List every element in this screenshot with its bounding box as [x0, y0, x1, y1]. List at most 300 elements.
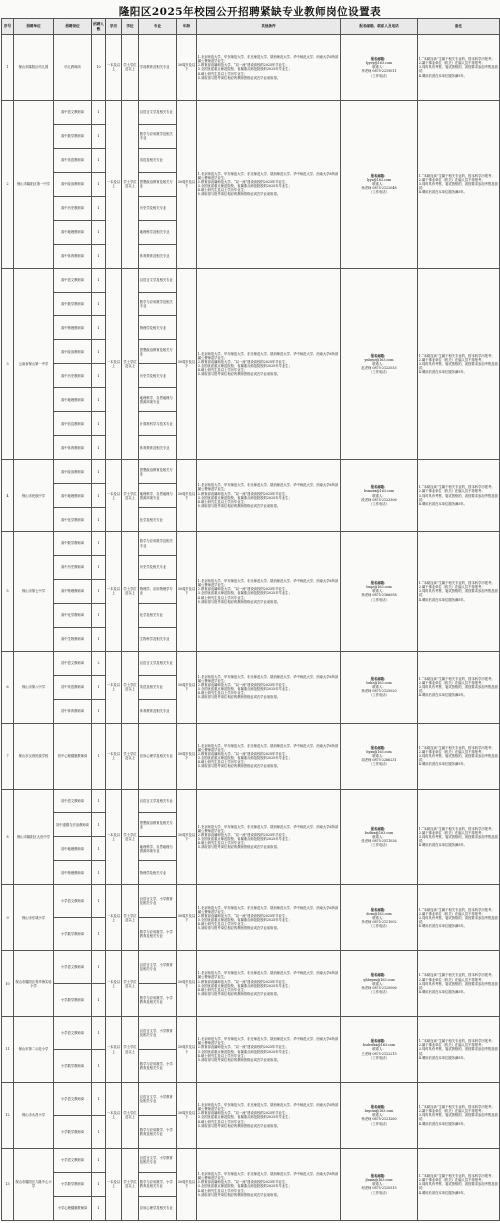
post-count: 1	[92, 484, 106, 508]
major-requirement: 数学与应用数学及相关专业	[139, 124, 177, 148]
row-number: 3	[2, 268, 14, 460]
degree-requirement: 学士学位及以上	[122, 885, 139, 951]
post-count: 10	[92, 35, 106, 101]
post-name: 小学语文教师岗	[54, 885, 92, 918]
contact-label: 联系人：	[372, 834, 386, 839]
post-count: 1	[92, 885, 106, 918]
signup-email[interactable]: lyyey@163.com	[365, 61, 393, 66]
age-requirement: 30周岁及以下	[177, 532, 197, 652]
education-requirement: 一本及以上	[106, 1082, 122, 1148]
major-requirement: 数学与应用数学、小学教育及相关专业	[139, 984, 177, 1017]
table-row	[2, 532, 500, 556]
major-requirement: 化学及相关专业	[139, 508, 177, 532]
signup-email[interactable]: bsbz@163.com	[366, 681, 392, 686]
table-row	[2, 723, 500, 789]
post-count: 1	[92, 316, 106, 340]
contact-info	[341, 1082, 418, 1148]
row-number: 5	[2, 532, 14, 652]
post-name: 高中信息教师岗	[54, 412, 92, 436]
signup-email[interactable]: bsycxx@163.com	[364, 1109, 394, 1114]
signup-email[interactable]: bsqz@163.com	[366, 585, 392, 590]
contact-person-phone: 杨老师 0875-2122048	[361, 186, 397, 191]
post-name: 小学数学教师岗	[54, 918, 92, 951]
column-header: 备注	[418, 19, 500, 35]
post-count: 1	[92, 627, 106, 651]
contact-info	[341, 723, 418, 789]
education-requirement: 一本及以上	[106, 723, 122, 789]
contact-person-phone: 段老师 0875-2123306	[361, 497, 397, 502]
column-header: 招聘单位	[14, 19, 54, 35]
mail-label: 报名邮箱：	[370, 907, 388, 912]
signup-email[interactable]: qhhsyxx@163.com	[363, 977, 395, 982]
other-conditions: 1.北京师范大学、华东师范大学、东北师范大学、陕西师范大学、华中师范大学、西南大学6所部属公费师范毕业生； 2.教育部直属师范大学、“双一流”建设高校的2025年毕业生； 3.全国优质重点师范院校、省属重点师范院校的2025年毕业生； 4.硕士研究生及以上学历毕业生； 5.须取得与报考岗位相应的教师资格证或在毕业前取得。	[197, 268, 341, 460]
column-header: 其他条件	[197, 19, 341, 35]
degree-requirement: 学士学位及以上	[122, 1082, 139, 1148]
post-count: 1	[92, 244, 106, 268]
recruiting-unit: 保山市隆阳区第一中学	[14, 100, 54, 268]
contact-label: 联系人：	[372, 1047, 386, 1052]
contact-label: 联系人：	[372, 1113, 386, 1118]
remarks: 1.“本硕连读”生属于相关专业的，按本科学历报考； 2.属于事业单位（机关）在编人员不得报考； 3.同时具有考察、笔试资格的，须按要求参加考察及面试； 4.聘用后须在本单位服务满5年。	[418, 651, 500, 723]
post-count: 1	[92, 388, 106, 412]
row-number: 11	[2, 1017, 14, 1083]
post-count: 1	[92, 813, 106, 837]
post-count: 1	[92, 951, 106, 984]
work-phone-note: （工作电话）	[369, 989, 389, 994]
major-requirement: 数学与应用数学、小学教育及相关专业	[139, 1050, 177, 1083]
signup-email[interactable]: bsdesfxx@163.com	[362, 1043, 396, 1048]
table-header-row	[2, 19, 500, 35]
post-name: 小学数学教师岗	[54, 984, 92, 1017]
post-name: 初中体育教师岗	[54, 699, 92, 723]
other-conditions: 1.北京师范大学、华东师范大学、东北师范大学、陕西师范大学、华中师范大学、西南大学6所部属公费师范毕业生； 2.教育部直属师范大学、“双一流”建设高校的2025年毕业生； 3.全国优质重点师范院校、省属重点师范院校的2025年毕业生； 4.硕士研究生及以上学历毕业生； 5.须取得与报考岗位相应的教师资格证或在毕业前取得。	[197, 100, 341, 268]
degree-requirement: 学士学位及以上	[122, 1017, 139, 1083]
post-name: 高中数学教师岗	[54, 292, 92, 316]
post-count: 1	[92, 532, 106, 556]
major-requirement: 思想政治教育及相关专业	[139, 172, 177, 196]
remarks: 1.“本硕连读”生属于相关专业的，按本科学历报考； 2.属于事业单位（机关）在编人员不得报考； 3.同时具有考察、笔试资格的，须按要求参加考察及面试； 4.聘用后须在本单位服务满5年。	[418, 1148, 500, 1220]
post-name: 高中数学教师岗	[54, 124, 92, 148]
post-count: 1	[92, 1172, 106, 1196]
row-number: 9	[2, 885, 14, 951]
major-requirement: 思想政治教育及相关专业	[139, 340, 177, 364]
contact-label: 联系人：	[372, 493, 386, 498]
education-requirement: 一本及以上	[106, 951, 122, 1017]
contact-person-phone: 李老师 0875-2121002	[361, 919, 397, 924]
major-requirement: 英语及相关专业	[139, 675, 177, 699]
post-count: 1	[92, 603, 106, 627]
recruiting-unit: 保山市第八中学	[14, 651, 54, 723]
row-number: 10	[2, 951, 14, 1017]
age-requirement: 30周岁及以下	[177, 100, 197, 268]
major-requirement: 思想政治教育及相关专业	[139, 813, 177, 837]
other-conditions: 1.北京师范大学、华东师范大学、东北师范大学、陕西师范大学、华中师范大学、西南大学6所部属公费师范毕业生； 2.教育部直属师范大学、“双一流”建设高校的2025年毕业生； 3.全国优质重点师范院校、省属重点师范院校的2025年毕业生； 4.硕士研究生及以上学历毕业生； 5.须取得与报考岗位相应的教师资格证或在毕业前取得。	[197, 460, 341, 532]
contact-label: 联系人：	[372, 1182, 386, 1187]
table-row	[2, 35, 500, 101]
post-name: 高中地理教师岗	[54, 220, 92, 244]
education-requirement: 一本及以上	[106, 1017, 122, 1083]
mail-label: 报名邮箱：	[370, 485, 388, 490]
age-requirement: 30周岁及以下	[177, 651, 197, 723]
post-count: 1	[92, 220, 106, 244]
post-count: 1	[92, 364, 106, 388]
post-name: 高中物理教师岗	[54, 316, 92, 340]
contact-info	[341, 951, 418, 1017]
major-requirement: 物理学及相关专业	[139, 861, 177, 885]
work-phone-note: （工作电话）	[369, 1121, 389, 1126]
recruiting-unit: 保山市隆阳区大田中学	[14, 789, 54, 885]
education-requirement: 一本及以上	[106, 35, 122, 101]
contact-person-phone: 王老师 0875-2122215	[361, 1051, 397, 1056]
education-requirement: 一本及以上	[106, 789, 122, 885]
post-name: 小学语文教师岗	[54, 951, 92, 984]
age-requirement: 30周岁及以下	[177, 268, 197, 460]
major-requirement: 地理科学、自然地理与资源环境专业	[139, 388, 177, 412]
post-count: 1	[92, 1017, 106, 1050]
contact-label: 联系人：	[372, 361, 386, 366]
recruiting-unit: 保山市隆阳区青华海实验小学	[14, 951, 54, 1017]
post-count: 1	[92, 984, 106, 1017]
other-conditions: 1.北京师范大学、华东师范大学、东北师范大学、陕西师范大学、华中师范大学、西南大学6所部属公费师范毕业生； 2.教育部直属师范大学、“双一流”建设高校的2025年毕业生； 3.全国优质重点师范院校、省属重点师范院校的2025年毕业生； 4.硕士研究生及以上学历毕业生； 5.须取得与报考岗位相应的教师资格证或在毕业前取得。	[197, 951, 341, 1017]
post-name: 初中语文教师岗	[54, 789, 92, 813]
mail-label: 报名邮箱：	[370, 1105, 388, 1110]
major-requirement: 汉语言文学及相关专业	[139, 268, 177, 292]
remarks: 1.“本硕连读”生属于相关专业的，按本科学历报考； 2.属于事业单位（机关）在编人员不得报考； 3.同时具有考察、笔试资格的，须按要求参加考察及面试； 4.聘用后须在本单位服务满5年。	[418, 1017, 500, 1083]
contact-label: 联系人：	[372, 65, 386, 70]
post-name: 高中历史教师岗	[54, 555, 92, 579]
post-count: 1	[92, 196, 106, 220]
post-name: 高中历史教师岗	[54, 364, 92, 388]
work-phone-note: （工作电话）	[369, 501, 389, 506]
age-requirement: 30周岁及以下	[177, 460, 197, 532]
post-count: 1	[92, 1082, 106, 1115]
contact-person-phone: 何老师 0875-2120515	[361, 1186, 397, 1191]
signup-email[interactable]: ynbsyz@163.com	[364, 357, 394, 362]
major-requirement: 体育教育及相关专业	[139, 244, 177, 268]
age-requirement: 30周岁及以下	[177, 951, 197, 1017]
post-count: 1	[92, 1196, 106, 1220]
contact-label: 联系人：	[372, 915, 386, 920]
major-requirement: 地理科学、自然地理与资源环境专业	[139, 837, 177, 861]
remarks: 1.“本硕连读”生属于相关专业的，按本科学历报考； 2.属于事业单位（机关）在编人员不得报考； 3.同时具有考察、笔试资格的，须按要求参加考察及面试； 4.聘用后须在本单位服务满5年。	[418, 789, 500, 885]
education-requirement: 一本及以上	[106, 532, 122, 652]
age-requirement: 30周岁及以下	[177, 723, 197, 789]
major-requirement: 数学与应用数学、小学教育及相关专业	[139, 1172, 177, 1196]
contact-person-phone: 张老师 0875-2511026	[361, 838, 397, 843]
age-requirement: 30周岁及以下	[177, 35, 197, 101]
age-requirement: 30周岁及以下	[177, 1148, 197, 1220]
remarks: 1.“本硕连读”生属于相关专业的，按本科学历报考； 2.属于事业单位（机关）在编人员不得报考； 3.同时具有考察、笔试资格的，须按要求参加考察及面试； 4.聘用后须在本单位服务满5年。	[418, 268, 500, 460]
row-number: 1	[2, 35, 14, 101]
contact-info	[341, 268, 418, 460]
degree-requirement: 学士学位及以上	[122, 35, 139, 101]
mail-label: 报名邮箱：	[370, 676, 388, 681]
mail-label: 报名邮箱：	[370, 1174, 388, 1179]
table-row	[2, 268, 500, 292]
degree-requirement: 学士学位及以上	[122, 789, 139, 885]
major-requirement: 汉语言文学及相关专业	[139, 651, 177, 675]
column-header: 招聘岗位	[54, 19, 92, 35]
remarks: 1.“本硕连读”生属于相关专业的，按本科学历报考； 2.属于事业单位（机关）在编人员不得报考； 3.同时具有考察、笔试资格的，须按要求参加考察及面试； 4.聘用后须在本单位服务满5年。	[418, 951, 500, 1017]
post-name: 高中化学教师岗	[54, 508, 92, 532]
other-conditions: 1.北京师范大学、华东师范大学、东北师范大学、陕西师范大学、华中师范大学、西南大学6所部属公费师范毕业生； 2.教育部直属师范大学、“双一流”建设高校的2025年毕业生； 3.全国优质重点师范院校、省属重点师范院校的2025年毕业生； 4.硕士研究生及以上学历毕业生； 5.须取得与报考岗位相应的教师资格证或在毕业前取得。	[197, 35, 341, 101]
mail-label: 报名邮箱：	[370, 353, 388, 358]
major-requirement: 物理学、应用物理学专业	[139, 579, 177, 603]
post-name: 初中心理健康教师岗	[54, 723, 92, 789]
work-phone-note: （工作电话）	[369, 1190, 389, 1195]
mail-label: 报名邮箱：	[370, 826, 388, 831]
post-count: 1	[92, 412, 106, 436]
contact-label: 联系人：	[372, 685, 386, 690]
major-requirement: 汉语言文学、小学教育及相关专业	[139, 1082, 177, 1115]
remarks: 1.“本硕连读”生属于相关专业的，按本科学历报考； 2.属于事业单位（机关）在编人员不得报考； 3.同时具有考察、笔试资格的，须按要求参加考察及面试； 4.聘用后须在本单位服务满5年。	[418, 35, 500, 101]
contact-person-phone: 赵老师 0875-2122033	[361, 365, 397, 370]
major-requirement: 应用心理学及相关专业	[139, 723, 177, 789]
other-conditions: 1.北京师范大学、华东师范大学、东北师范大学、陕西师范大学、华中师范大学、西南大学6所部属公费师范毕业生； 2.教育部直属师范大学、“双一流”建设高校的2025年毕业生； 3.全国优质重点师范院校、省属重点师范院校的2025年毕业生； 4.硕士研究生及以上学历毕业生； 5.须取得与报考岗位相应的教师资格证或在毕业前取得。	[197, 723, 341, 789]
contact-label: 联系人：	[372, 981, 386, 986]
post-count: 1	[92, 148, 106, 172]
major-requirement: 汉语言文学、小学教育及相关专业	[139, 951, 177, 984]
major-requirement: 物理学及相关专业	[139, 316, 177, 340]
contact-info	[341, 532, 418, 652]
degree-requirement: 学士学位及以上	[122, 100, 139, 268]
post-count: 1	[92, 918, 106, 951]
signup-email[interactable]: jlzxxx@163.com	[365, 1178, 393, 1183]
recruiting-unit: 保山市民族中学	[14, 460, 54, 532]
table-row	[2, 951, 500, 984]
contact-info	[341, 1148, 418, 1220]
recruitment-table	[1, 18, 500, 1221]
post-name: 小学心理健康教师岗	[54, 1196, 92, 1220]
contact-info	[341, 100, 418, 268]
remarks: 1.“本硕连读”生属于相关专业的，按本科学历报考； 2.属于事业单位（机关）在编人员不得报考； 3.同时具有考察、笔试资格的，须按要求参加考察及面试； 4.聘用后须在本单位服务满5年。	[418, 1082, 500, 1148]
contact-person-phone: 杨老师 0875-2125006	[361, 985, 397, 990]
recruiting-unit: 保山市东城小学	[14, 885, 54, 951]
post-count: 1	[92, 579, 106, 603]
mail-label: 报名邮箱：	[370, 581, 388, 586]
remarks: 1.“本硕连读”生属于相关专业的，按本科学历报考； 2.属于事业单位（机关）在编人员不得报考； 3.同时具有考察、笔试资格的，须按要求参加考察及面试； 4.聘用后须在本单位服务满5年。	[418, 532, 500, 652]
major-requirement: 体育教育及相关专业	[139, 699, 177, 723]
signup-email[interactable]: bsmzzx@163.com	[364, 489, 394, 494]
remarks: 1.“本硕连读”生属于相关专业的，按本科学历报考； 2.属于事业单位（机关）在编人员不得报考； 3.同时具有考察、笔试资格的，须按要求参加考察及面试； 4.聘用后须在本单位服务满5年。	[418, 723, 500, 789]
post-name: 高中地理教师岗	[54, 388, 92, 412]
recruiting-unit: 云南省保山第一中学	[14, 268, 54, 460]
table-row	[2, 100, 500, 124]
contact-info	[341, 460, 418, 532]
post-count: 1	[92, 292, 106, 316]
post-name: 小学语文教师岗	[54, 1017, 92, 1050]
table-row	[2, 1082, 500, 1115]
post-count: 1	[92, 100, 106, 124]
column-header: 年龄	[177, 19, 197, 35]
row-number: 6	[2, 651, 14, 723]
contact-info	[341, 35, 418, 101]
post-count: 1	[92, 436, 106, 460]
mail-label: 报名邮箱：	[370, 745, 388, 750]
post-count: 1	[92, 1148, 106, 1172]
age-requirement: 30周岁及以下	[177, 1082, 197, 1148]
major-requirement: 数学与应用数学及相关专业	[139, 532, 177, 556]
remarks: 1.“本硕连读”生属于相关专业的，按本科学历报考； 2.属于事业单位（机关）在编人员不得报考； 3.同时具有考察、笔试资格的，须按要求参加考察及面试； 4.聘用后须在本单位服务满5年。	[418, 885, 500, 951]
degree-requirement: 学士学位及以上	[122, 268, 139, 460]
row-number: 13	[2, 1148, 14, 1220]
contact-person-phone: 杨老师 0875-2125020	[361, 689, 397, 694]
major-requirement: 汉语言文学、小学教育及相关专业	[139, 885, 177, 918]
post-count: 1	[92, 861, 106, 885]
post-name: 小学数学教师岗	[54, 1115, 92, 1148]
work-phone-note: （工作电话）	[369, 923, 389, 928]
major-requirement: 英语及相关专业	[139, 148, 177, 172]
post-count: 1	[92, 675, 106, 699]
post-name: 高中数学教师岗	[54, 532, 92, 556]
signup-email[interactable]: bsdtzx@163.com	[364, 830, 394, 835]
degree-requirement: 学士学位及以上	[122, 651, 139, 723]
work-phone-note: （工作电话）	[369, 190, 389, 195]
contact-info	[341, 885, 418, 951]
major-requirement: 地理科学及相关专业	[139, 220, 177, 244]
column-header: 学历	[106, 19, 122, 35]
table-row	[2, 789, 500, 813]
major-requirement: 历史学及相关专业	[139, 196, 177, 220]
table-row	[2, 460, 500, 484]
recruiting-unit: 保山市永昌小学	[14, 1082, 54, 1148]
contact-info	[341, 1017, 418, 1083]
major-requirement: 化学及相关专业	[139, 603, 177, 627]
other-conditions: 1.北京师范大学、华东师范大学、东北师范大学、陕西师范大学、华中师范大学、西南大学6所部属公费师范毕业生； 2.教育部直属师范大学、“双一流”建设高校的2025年毕业生； 3.全国优质重点师范院校、省属重点师范院校的2025年毕业生； 4.硕士研究生及以上学历毕业生； 5.须取得与报考岗位相应的教师资格证或在毕业前取得。	[197, 885, 341, 951]
post-name: 高中政治教师岗	[54, 460, 92, 484]
post-count: 1	[92, 555, 106, 579]
post-count: 1	[92, 124, 106, 148]
post-name: 高中历史教师岗	[54, 196, 92, 220]
table-row	[2, 885, 500, 918]
post-count: 1	[92, 789, 106, 813]
column-header: 招聘人数	[92, 19, 106, 35]
table-row	[2, 1017, 500, 1050]
major-requirement: 学前教育及相关专业	[139, 35, 177, 101]
degree-requirement: 学士学位及以上	[122, 723, 139, 789]
work-phone-note: （工作电话）	[369, 843, 389, 848]
major-requirement: 思想政治教育及相关专业	[139, 460, 177, 484]
contact-person-phone: 杨老师 0875-2121260	[361, 1117, 397, 1122]
column-header: 报名邮箱、联系人及电话	[341, 19, 418, 35]
post-count: 1	[92, 268, 106, 292]
signup-email[interactable]: dcxx@163.com	[366, 911, 392, 916]
major-requirement: 汉语言文学及相关专业	[139, 100, 177, 124]
post-name: 初中地理教师岗	[54, 837, 92, 861]
major-requirement: 数学与应用数学及相关专业	[139, 292, 177, 316]
post-name: 高中体育教师岗	[54, 244, 92, 268]
post-name: 高中语文教师岗	[54, 100, 92, 124]
post-name: 小学数学教师岗	[54, 1050, 92, 1083]
degree-requirement: 学士学位及以上	[122, 460, 139, 532]
post-count: 1	[92, 172, 106, 196]
major-requirement: 历史学及相关专业	[139, 364, 177, 388]
row-number: 7	[2, 723, 14, 789]
education-requirement: 一本及以上	[106, 651, 122, 723]
degree-requirement: 学士学位及以上	[122, 951, 139, 1017]
work-phone-note: （工作电话）	[369, 597, 389, 602]
recruiting-unit: 保山市隆阳区九隆中心小学	[14, 1148, 54, 1220]
major-requirement: 体育教育及相关专业	[139, 436, 177, 460]
other-conditions: 1.北京师范大学、华东师范大学、东北师范大学、陕西师范大学、华中师范大学、西南大学6所部属公费师范毕业生； 2.教育部直属师范大学、“双一流”建设高校的2025年毕业生； 3.全国优质重点师范院校、省属重点师范院校的2025年毕业生； 4.硕士研究生及以上学历毕业生； 5.须取得与报考岗位相应的教师资格证或在毕业前取得。	[197, 789, 341, 885]
work-phone-note: （工作电话）	[369, 73, 389, 78]
major-requirement: 历史学及相关专业	[139, 555, 177, 579]
table-body	[2, 35, 500, 1221]
remarks: 1.“本硕连读”生属于相关专业的，按本科学历报考； 2.属于事业单位（机关）在编人员不得报考； 3.同时具有考察、笔试资格的，须按要求参加考察及面试； 4.聘用后须在本单位服务满5年。	[418, 460, 500, 532]
education-requirement: 一本及以上	[106, 268, 122, 460]
recruiting-unit: 保山市汉营民族学校	[14, 723, 54, 789]
education-requirement: 一本及以上	[106, 885, 122, 951]
mail-label: 报名邮箱：	[370, 57, 388, 62]
post-count: 1	[92, 837, 106, 861]
table-row	[2, 1148, 500, 1172]
major-requirement: 数学与应用数学、小学教育及相关专业	[139, 918, 177, 951]
post-name: 高中政治教师岗	[54, 172, 92, 196]
post-name: 初中物理教师岗	[54, 861, 92, 885]
post-name: 高中体育教师岗	[54, 436, 92, 460]
remarks: 1.“本硕连读”生属于相关专业的，按本科学历报考； 2.属于事业单位（机关）在编人员不得报考； 3.同时具有考察、笔试资格的，须按要求参加考察及面试； 4.聘用后须在本单位服务满5年。	[418, 100, 500, 268]
recruiting-unit: 保山市第七中学	[14, 532, 54, 652]
post-name: 初中语文教师岗	[54, 651, 92, 675]
major-requirement: 地理科学、自然地理与资源环境专业	[139, 484, 177, 508]
contact-person-phone: 周老师 0875-2266231	[361, 758, 397, 763]
work-phone-note: （工作电话）	[369, 1055, 389, 1060]
signup-email[interactable]: lyyz@163.com	[366, 178, 392, 183]
other-conditions: 1.北京师范大学、华东师范大学、东北师范大学、陕西师范大学、华中师范大学、西南大学6所部属公费师范毕业生； 2.教育部直属师范大学、“双一流”建设高校的2025年毕业生； 3.全国优质重点师范院校、省属重点师范院校的2025年毕业生； 4.硕士研究生及以上学历毕业生； 5.须取得与报考岗位相应的教师资格证或在毕业前取得。	[197, 1148, 341, 1220]
contact-label: 联系人：	[372, 589, 386, 594]
post-name: 高中语文教师岗	[54, 268, 92, 292]
post-name: 初中道德与法治教师岗	[54, 813, 92, 837]
post-name: 高中地理教师岗	[54, 484, 92, 508]
post-count: 1	[92, 1050, 106, 1083]
page-title: 隆阳区2025年校园公开招聘紧缺专业教师岗位设置表	[118, 6, 382, 18]
post-count: 1	[92, 723, 106, 789]
major-requirement: 生物科学及相关专业	[139, 627, 177, 651]
post-name: 高中物理教师岗	[54, 579, 92, 603]
age-requirement: 30周岁及以下	[177, 789, 197, 885]
contact-person-phone: 杨老师 0875-2166058	[361, 593, 397, 598]
row-number: 8	[2, 789, 14, 885]
education-requirement: 一本及以上	[106, 100, 122, 268]
post-name: 小学语文教师岗	[54, 1082, 92, 1115]
mail-label: 报名邮箱：	[370, 1039, 388, 1044]
major-requirement: 汉语言文学、小学教育及相关专业	[139, 1017, 177, 1050]
column-header: 专业	[139, 19, 177, 35]
other-conditions: 1.北京师范大学、华东师范大学、东北师范大学、陕西师范大学、华中师范大学、西南大学6所部属公费师范毕业生； 2.教育部直属师范大学、“双一流”建设高校的2025年毕业生； 3.全国优质重点师范院校、省属重点师范院校的2025年毕业生； 4.硕士研究生及以上学历毕业生； 5.须取得与报考岗位相应的教师资格证或在毕业前取得。	[197, 1082, 341, 1148]
post-count: 1	[92, 508, 106, 532]
post-name: 小学语文教师岗	[54, 1148, 92, 1172]
degree-requirement: 学士学位及以上	[122, 532, 139, 652]
mail-label: 报名邮箱：	[370, 973, 388, 978]
recruiting-unit: 保山市第二示范小学	[14, 1017, 54, 1083]
contact-label: 联系人：	[372, 754, 386, 759]
signup-email[interactable]: hyxx@163.com	[366, 749, 392, 754]
contact-person-phone: 李老师 0875-2219011	[361, 69, 397, 74]
post-count: 1	[92, 460, 106, 484]
post-name: 幼儿教师岗	[54, 35, 92, 101]
column-header: 序号	[2, 19, 14, 35]
post-name: 高中化学教师岗	[54, 603, 92, 627]
age-requirement: 30周岁及以下	[177, 1017, 197, 1083]
major-requirement: 汉语言文学、小学教育及相关专业	[139, 1148, 177, 1172]
post-count: 2	[92, 651, 106, 675]
contact-info	[341, 789, 418, 885]
table-row	[2, 651, 500, 675]
post-name: 初中英语教师岗	[54, 675, 92, 699]
contact-label: 联系人：	[372, 182, 386, 187]
mail-label: 报名邮箱：	[370, 173, 388, 178]
column-header: 学位	[122, 19, 139, 35]
